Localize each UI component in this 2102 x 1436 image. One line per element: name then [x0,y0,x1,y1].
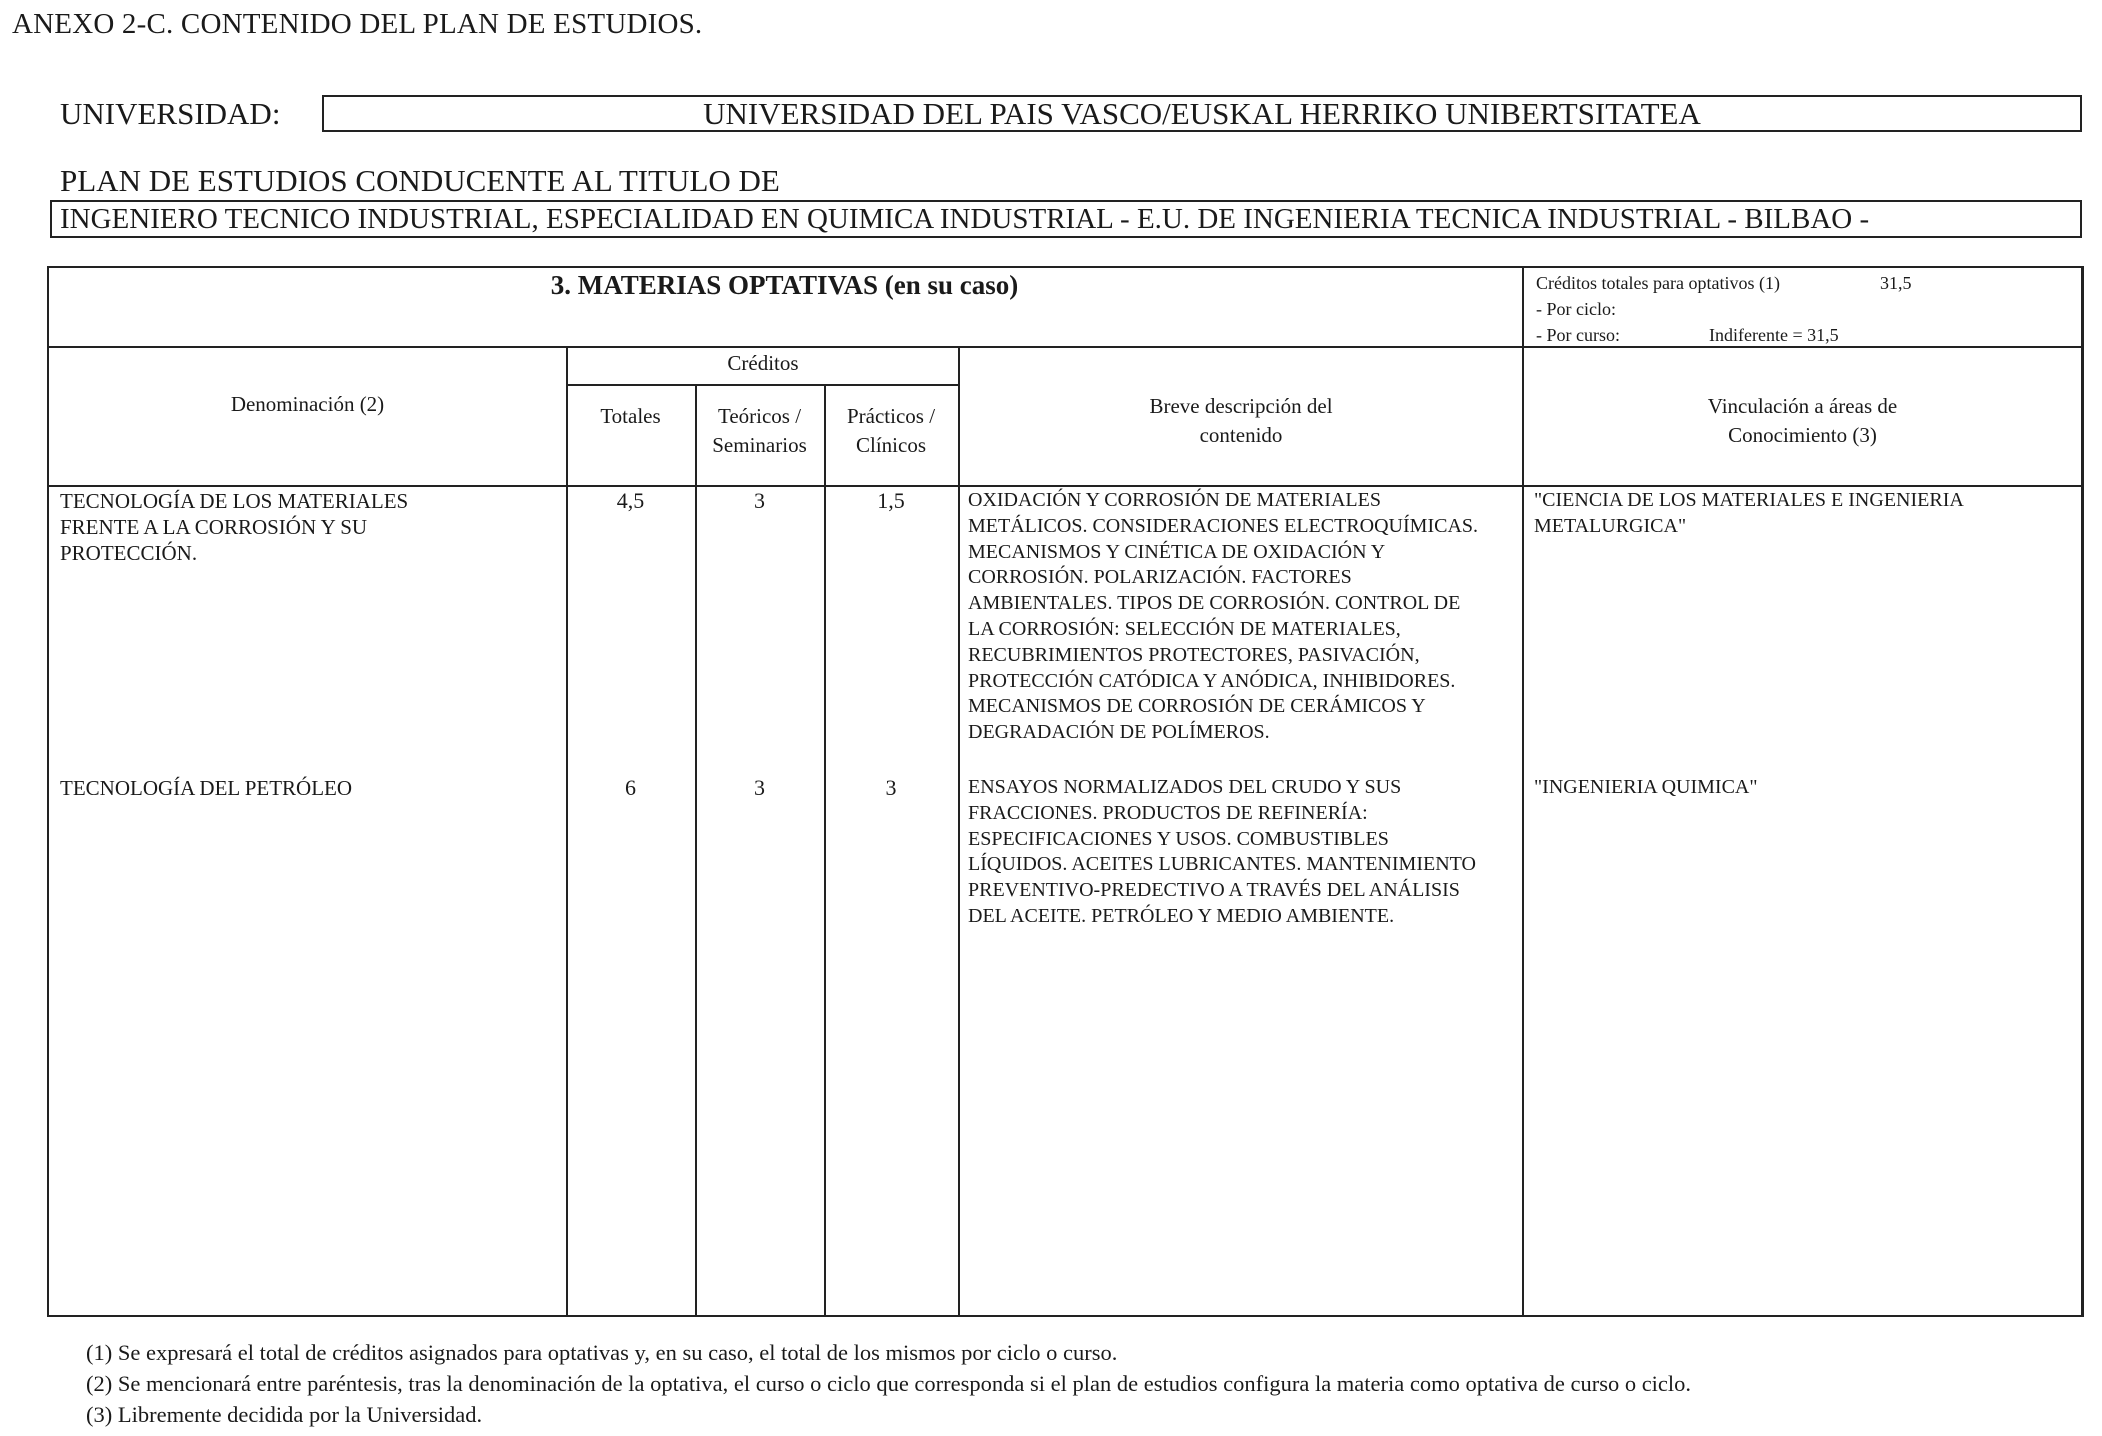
per-cycle-label: - Por ciclo: [1536,299,1616,319]
table-row-2-totales: 6 [625,775,636,800]
plan-field: INGENIERO TECNICO INDUSTRIAL, ESPECIALIDAD EN QUIMICA INDUSTRIAL - E.U. DE INGENIERIA TECNICA INDUSTRIAL - BILBAO - [50,200,2082,238]
totals-value: 31,5 [1880,273,1912,293]
table-row-2-vinculacion [1534,775,2074,801]
row-1-desc-line: AMBIENTALES. TIPOS DE CORROSIÓN. CONTROL DE [968,592,1461,615]
section-title: 3. MATERIAS OPTATIVAS (en su caso) [550,270,1019,300]
row-1-desc-line: RECUBRIMIENTOS PROTECTORES, PASIVACIÓN, [968,643,1420,666]
header-teoricos-line2: Seminarios [712,433,807,457]
per-course-value: Indiferente = 31,5 [1709,325,1839,345]
row-1-desc-line: LA CORROSIÓN: SELECCIÓN DE MATERIALES, [968,617,1401,640]
table-row-1-denominacion [60,488,560,566]
table-divider-header [47,485,2084,487]
header-descripcion-line1: Breve descripción del [1149,394,1333,418]
header-practicos-line2: Clínicos [855,433,926,457]
header-teoricos-line1: Teóricos / [717,404,802,428]
row-1-denominacion-line: PROTECCIÓN. [60,541,198,565]
table-row-1-vinculacion [1534,488,2074,540]
row-1-desc-line: PROTECCIÓN CATÓDICA Y ANÓDICA, INHIBIDORES. [968,669,1456,692]
row-1-desc-line: OXIDACIÓN Y CORROSIÓN DE MATERIALES [968,489,1381,511]
university-field: UNIVERSIDAD DEL PAIS VASCO/EUSKAL HERRIKO UNIBERTSITATEA [322,95,2082,132]
row-1-desc-line: DEGRADACIÓN DE POLÍMEROS. [968,721,1270,744]
credit-totals [1536,270,1912,348]
footnote-3: (3) Libremente decidida por la Universidad. [86,1402,483,1427]
row-1-desc-line: MECANISMOS DE CORROSIÓN DE CERÁMICOS Y [968,695,1426,718]
header-descripcion-line2: contenido [1199,423,1283,447]
table-row-1-descripcion [968,488,1518,746]
header-vinculacion-line2: Conocimiento (3) [1728,423,1877,447]
totals-label: Créditos totales para optativos (1) [1536,273,1780,293]
document-title: ANEXO 2-C. CONTENIDO DEL PLAN DE ESTUDIOS. [12,8,703,40]
row-2-desc-line: PREVENTIVO-PREDECTIVO A TRAVÉS DEL ANÁLISIS [968,879,1460,902]
header-practicos [824,402,958,460]
table-row-2-teoricos: 3 [754,775,765,800]
row-2-denominacion-line: TECNOLOGÍA DEL PETRÓLEO [60,776,353,800]
university-label: UNIVERSIDAD: [60,96,281,131]
header-denominacion: Denominación (2) [230,392,385,416]
header-vinculacion-line1: Vinculación a áreas de [1707,394,1898,418]
row-2-desc-line: FRACCIONES. PRODUCTOS DE REFINERÍA: [968,801,1368,824]
row-1-desc-line: METÁLICOS. CONSIDERACIONES ELECTROQUÍMICAS. [968,514,1479,537]
header-creditos: Créditos [727,351,799,375]
table-row-2-denominacion [60,775,560,801]
row-2-vinculacion-line: "INGENIERIA QUIMICA" [1534,776,1758,798]
row-1-denominacion-line: TECNOLOGÍA DE LOS MATERIALES [60,489,409,513]
row-1-denominacion-line: FRENTE A LA CORROSIÓN Y SU [60,515,368,539]
row-1-desc-line: CORROSIÓN. POLARIZACIÓN. FACTORES [968,566,1352,589]
table-row-1-practicos: 1,5 [877,488,905,513]
row-1-vinculacion-line: "CIENCIA DE LOS MATERIALES E INGENIERIA [1534,489,1964,511]
header-vinculacion [1524,392,2081,450]
per-course-label: - Por curso: [1536,325,1620,345]
footnote-1: (1) Se expresará el total de créditos asignados para optativas y, en su caso, el total de los mismos por ciclo o curso. [86,1340,1118,1365]
row-2-desc-line: ESPECIFICACIONES Y USOS. COMBUSTIBLES [968,827,1389,850]
table-col-divider-teoricos [695,384,697,1317]
header-descripcion [960,392,1522,450]
row-2-desc-line: DEL ACEITE. PETRÓLEO Y MEDIO AMBIENTE. [968,904,1395,927]
footnote-2: (2) Se mencionará entre paréntesis, tras la denominación de la optativa, el curso o ciclo que corresponda si el plan de estudios configura la materia como optativa de curso o ciclo. [86,1371,1692,1396]
plan-label: PLAN DE ESTUDIOS CONDUCENTE AL TITULO DE [60,163,780,198]
table-row-2-practicos: 3 [885,775,897,800]
table-col-divider-descripcion [958,346,960,1317]
row-1-desc-line: MECANISMOS Y CINÉTICA DE OXIDACIÓN Y [968,540,1386,563]
header-teoricos [695,402,824,460]
table-col-divider-practicos [824,384,826,1317]
row-1-vinculacion-line: METALURGICA" [1534,514,1687,537]
header-practicos-line1: Prácticos / [846,404,936,428]
table-row-1-teoricos: 3 [754,488,765,513]
table-divider-credits [566,384,960,386]
table-row-2-descripcion [968,775,1518,930]
table-row-1-totales: 4,5 [616,488,645,513]
row-2-desc-line: ENSAYOS NORMALIZADOS DEL CRUDO Y SUS [968,776,1402,798]
row-2-desc-line: LÍQUIDOS. ACEITES LUBRICANTES. MANTENIMIENTO [968,853,1476,876]
header-totales: Totales [600,404,661,428]
